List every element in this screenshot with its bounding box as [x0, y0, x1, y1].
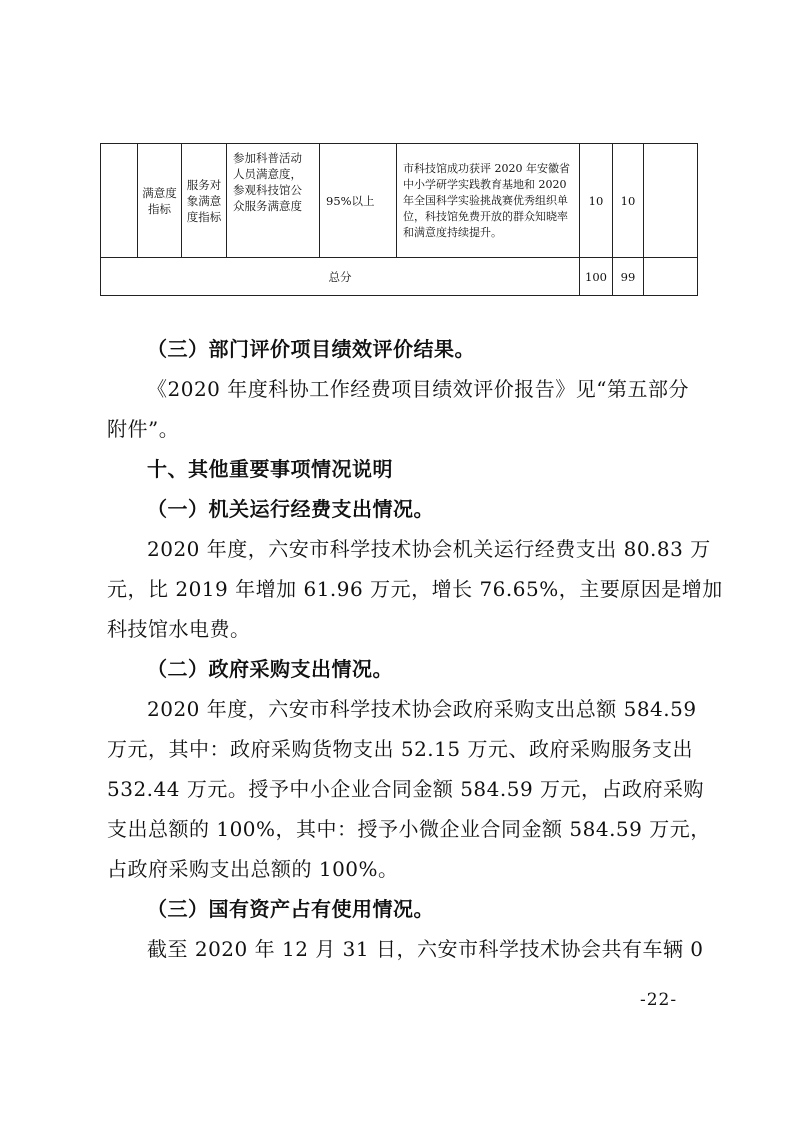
- paragraph-line: 支出总额的 100%，其中：授予小微企业合同金额 584.59 万元，: [107, 817, 711, 841]
- subsection-heading-operating-costs: （一）机关运行经费支出情况。: [147, 497, 434, 521]
- table-cell-empty: [101, 144, 138, 258]
- subsection-heading-procurement: （二）政府采购支出情况。: [147, 657, 393, 681]
- table-cell-result: [397, 144, 580, 258]
- target-text: 95%以上: [326, 193, 375, 208]
- table-row: [101, 144, 698, 258]
- weight-value: 10: [588, 193, 604, 208]
- total-weight-cell: [580, 258, 613, 296]
- page-number: -22-: [640, 990, 678, 1010]
- secondary-indicator-text: 满意度指标: [142, 185, 177, 216]
- table-cell-secondary-indicator: [138, 144, 182, 258]
- indicator-text: 参加科普活动人员满意度，参观科技馆公众服务满意度: [233, 151, 302, 213]
- paragraph-line: 2020 年度，六安市科学技术协会政府采购支出总额 584.59: [147, 697, 697, 721]
- table-cell-indicator: [227, 144, 320, 258]
- paragraph-line: 532.44 万元。授予中小企业合同金额 584.59 万元，占政府采购: [107, 777, 705, 801]
- total-score-cell: [613, 258, 644, 296]
- paragraph-line: 科技馆水电费。: [107, 617, 251, 641]
- paragraph-line: 截至 2020 年 12 月 31 日，六安市科学技术协会共有车辆 0: [147, 937, 704, 961]
- section-heading-other-matters: 十、其他重要事项情况说明: [147, 457, 393, 481]
- table-cell-note: [644, 144, 698, 258]
- paragraph-line: 《2020 年度科协工作经费项目绩效评价报告》见“第五部分: [147, 377, 689, 401]
- tertiary-indicator-text: 服务对象满意度指标: [186, 177, 222, 224]
- subsection-heading-state-assets: （三）国有资产占有使用情况。: [147, 897, 434, 921]
- table-cell-weight: [580, 144, 613, 258]
- paragraph-line: 2020 年度，六安市科学技术协会机关运行经费支出 80.83 万: [147, 537, 711, 561]
- total-note-cell: [644, 258, 698, 296]
- table-row-total: [101, 258, 698, 296]
- table-cell-tertiary-indicator: [182, 144, 227, 258]
- table-cell-target: [320, 144, 397, 258]
- result-text: 市科技馆成功获评 2020 年安徽省中小学研学实践教育基地和 2020 年全国科学实验挑战赛优秀组织单位，科技馆免费开放的群众知晓率和满意度持续提升。: [403, 161, 570, 239]
- paragraph-line: 占政府采购支出总额的 100%。: [107, 857, 399, 881]
- table-cell-score: [613, 144, 644, 258]
- paragraph-line: 元，比 2019 年增加 61.96 万元，增长 76.65%，主要原因是增加: [107, 577, 723, 601]
- total-label: 总分: [328, 269, 352, 284]
- total-weight-value: 100: [585, 269, 607, 284]
- performance-table: [100, 143, 698, 296]
- section-heading-dept-evaluation: （三）部门评价项目绩效评价结果。: [147, 337, 475, 361]
- score-value: 10: [620, 193, 636, 208]
- paragraph-line: 附件”。: [107, 417, 180, 441]
- total-score-value: 99: [620, 269, 636, 284]
- paragraph-line: 万元，其中：政府采购货物支出 52.15 万元、政府采购服务支出: [107, 737, 693, 761]
- total-label-cell: [101, 258, 580, 296]
